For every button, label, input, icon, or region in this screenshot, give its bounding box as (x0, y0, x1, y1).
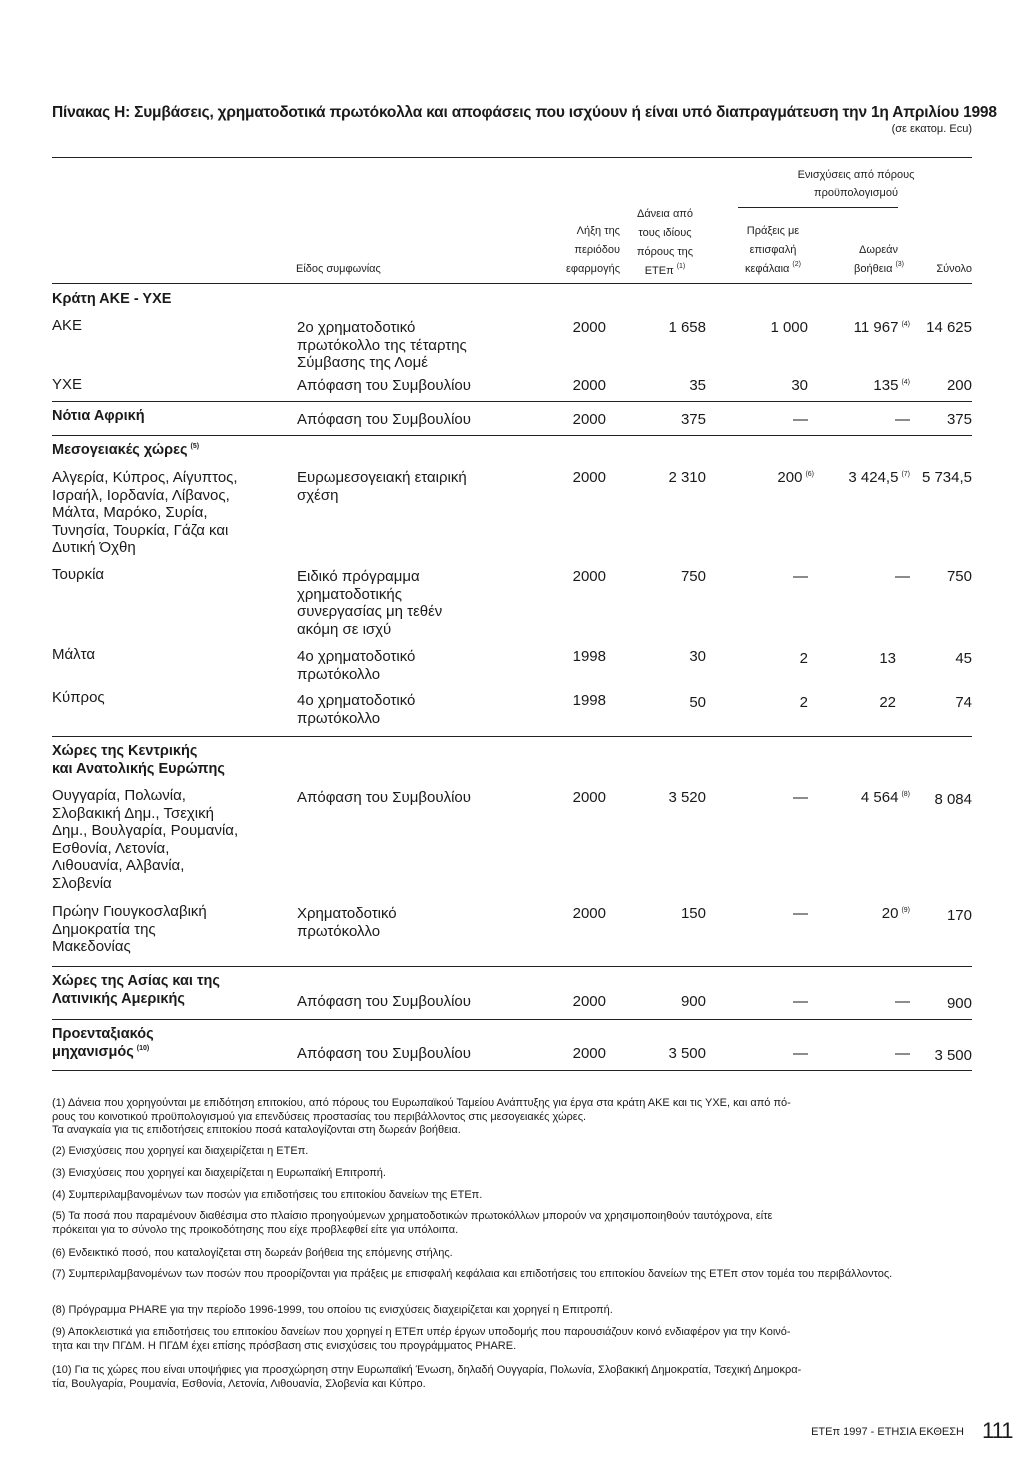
row-turkey-loans: 750 (680, 568, 706, 585)
row-oct-risk: 30 (791, 377, 808, 394)
row-cee-type: Απόφαση του Συμβουλίου (297, 789, 471, 806)
row-ala-loans: 900 (680, 993, 706, 1010)
section-rule (52, 401, 972, 402)
header-group-line1: Ενισχύσεις από πόρους (797, 169, 915, 181)
row-fyrom-country: Πρώην Γιουγκοσλαβική Δημοκρατία της Μακεδονίας (52, 903, 207, 955)
row-med-grant: 3 424,5 $^{(7)}$ (848, 469, 910, 486)
footnote-7: (7) Συμπεριλαμβανομένων των ποσών που προορίζονται για πράξεις με επισφαλή κεφάλαια και επιδοτήσεις του επιτοκίου δανείων της ΕΤΕπ στον τομέα του περιβάλλοντος. (52, 1268, 893, 1280)
page-footer: ΕΤΕπ 1997 - ΕΤΗΣΙΑ ΕΚΘΕΣΗ (811, 1426, 964, 1438)
header-type: Είδος συμφωνίας (296, 263, 381, 275)
row-fyrom-total: 170 (946, 907, 972, 924)
row-cee-year: 2000 (572, 789, 606, 806)
footnote-6: (6) Ενδεικτικό ποσό, που καταλογίζεται στη δωρεάν βοήθεια της επόμενης στήλης. (52, 1247, 453, 1259)
row-acp-type: 2ο χρηματοδοτικό πρωτόκολλο της τέταρτης Σύμβασης της Λομέ (297, 319, 467, 371)
unit-note: (σε εκατομ. Ecu) (891, 123, 972, 135)
row-cee-total: 8 084 (934, 791, 972, 808)
row-ala-grant: — (895, 993, 910, 1010)
page-number: 111 (982, 1418, 1013, 1443)
row-pre-total: 3 500 (934, 1047, 972, 1064)
row-acp-loans: 1 658 (668, 319, 706, 336)
row-malta-grant: 13 (879, 650, 896, 667)
row-turkey-type: Ειδικό πρόγραμμα χρηματοδοτικής συνεργασίας μη τεθέν ακόμη σε ισχύ (297, 568, 443, 638)
table-bottom-rule (52, 1070, 972, 1071)
section-pre-accession: Προενταξιακός μηχανισμός $^{(10)}$ (52, 1026, 154, 1060)
row-malta-loans: 30 (689, 648, 706, 665)
row-oct-type: Απόφαση του Συμβουλίου (297, 377, 471, 394)
row-oct-loans: 35 (689, 377, 706, 394)
row-med-risk: 200 $^{(6)}$ (777, 469, 814, 486)
section-rule (52, 966, 972, 967)
header-grant: Δωρεάν βοήθεια $^{(3)}$ (854, 244, 904, 275)
row-fyrom-year: 2000 (572, 905, 606, 922)
row-sa-type: Απόφαση του Συμβουλίου (297, 411, 471, 428)
row-cee-grant: 4 564 $^{(8)}$ (860, 789, 910, 806)
row-acp-year: 2000 (572, 319, 606, 336)
row-oct-total: 200 (946, 377, 972, 394)
section-rule (52, 736, 972, 737)
row-cyprus-grant: 22 (879, 694, 896, 711)
row-sa-risk: — (793, 411, 808, 428)
row-acp-country: ΑΚΕ (52, 317, 83, 334)
row-cyprus-total: 74 (955, 694, 972, 711)
row-cee-loans: 3 520 (668, 789, 706, 806)
row-malta-year: 1998 (572, 648, 606, 665)
header-expiry: Λήξη της περιόδου εφαρμογής (565, 225, 620, 275)
section-asia-latam: Χώρες της Ασίας και της Λατινικής Αμερικής (52, 973, 220, 1007)
footnote-10: (10) Για τις χώρες που είναι υποψήφιες για προσχώρηση στην Ευρωπαϊκή Ένωση, δηλαδή Ουγγαρία, Πολωνία, Σλοβακική Δημοκρατία, Τσεχική Δημοκρα- τία, Βουλγαρία, Ρουμανία, Εσθονία, Λετονία, Λιθουανία, Σλοβενία και Κύπρο. (52, 1364, 802, 1390)
row-oct-year: 2000 (572, 377, 606, 394)
header-group-rule (738, 207, 898, 208)
row-pre-type: Απόφαση του Συμβουλίου (297, 1045, 471, 1062)
row-sa-loans: 375 (680, 411, 706, 428)
header-group-line2: προϋπολογισμού (814, 187, 898, 199)
footnote-2: (2) Ενισχύσεις που χορηγεί και διαχειρίζεται η ΕΤΕπ. (52, 1145, 309, 1157)
header-rule (52, 283, 972, 284)
row-fyrom-grant: 20 $^{(9)}$ (881, 905, 910, 922)
row-pre-loans: 3 500 (668, 1045, 706, 1062)
section-rule (52, 435, 972, 436)
row-malta-risk: 2 (799, 650, 808, 667)
row-cyprus-type: 4ο χρηματοδοτικό πρωτόκολλο (297, 692, 416, 727)
table-title: Πίνακας Η: Συμβάσεις, χρηματοδοτικά πρωτόκολλα και αποφάσεις που ισχύουν ή είναι υπό διαπραγμάτευση την 1η Απριλίου 1998 (52, 104, 997, 121)
row-sa-total: 375 (946, 411, 972, 428)
row-cyprus-year: 1998 (572, 692, 606, 709)
header-loans: Δάνεια από τους ιδίους πόρους της ΕΤΕπ $^{(1)}$ (636, 208, 694, 277)
row-turkey-total: 750 (946, 568, 972, 585)
row-pre-grant: — (895, 1045, 910, 1062)
row-med-type: Ευρωμεσογειακή εταιρική σχέση (297, 469, 467, 504)
footnote-5: (5) Τα ποσά που παραμένουν διαθέσιμα στο πλαίσιο προηγούμενων χρηματοδοτικών πρωτοκόλλων μπορούν να χρησιμοποιηθούν ταυτόχρονα, είτε πρόκειται για το σύνολο της προικοδότησης που είχε προβλεφθεί είτε για υπόλοιπα. (52, 1210, 773, 1236)
section-mediterranean: Μεσογειακές χώρες $^{(5)}$ (52, 442, 200, 458)
row-med-loans: 2 310 (668, 469, 706, 486)
row-turkey-risk: — (793, 568, 808, 585)
row-acp-grant: 11 967 $^{(4)}$ (853, 319, 910, 336)
header-total: Σύνολο (936, 263, 972, 275)
row-turkey-country: Τουρκία (52, 566, 105, 583)
row-cyprus-loans: 50 (689, 694, 706, 711)
header-group (740, 168, 972, 201)
row-acp-risk: 1 000 (770, 319, 808, 336)
row-ala-risk: — (793, 993, 808, 1010)
row-pre-year: 2000 (572, 1045, 606, 1062)
row-sa-grant: — (895, 411, 910, 428)
row-cyprus-country: Κύπρος (52, 689, 105, 706)
top-rule (52, 157, 972, 158)
footnote-9: (9) Αποκλειστικά για επιδοτήσεις του επιτοκίου δανείων που χορηγεί η ΕΤΕπ υπέρ έργων υποδομής που παρουσιάζουν κοινό ενδιαφέρον για την Κοινό- τητα και την ΠΓΔΜ. Η ΠΓΔΜ έχει επίσης πρόσβαση στις ενισχύσεις του προγράμματος PHARE. (52, 1326, 791, 1352)
row-ala-year: 2000 (572, 993, 606, 1010)
row-cyprus-risk: 2 (799, 694, 808, 711)
row-fyrom-type: Χρηματοδοτικό πρωτόκολλο (297, 905, 397, 940)
footnote-3: (3) Ενισχύσεις που χορηγεί και διαχειρίζεται η Ευρωπαϊκή Επιτροπή. (52, 1167, 386, 1179)
row-ala-total: 900 (946, 995, 972, 1012)
row-cee-risk: — (793, 789, 808, 806)
footnote-4: (4) Συμπεριλαμβανομένων των ποσών για επιδοτήσεις του επιτοκίου δανείων της ΕΤΕπ. (52, 1189, 483, 1201)
section-south-africa: Νότια Αφρική (52, 408, 145, 424)
footnote-8: (8) Πρόγραμμα PHARE για την περίοδο 1996-1999, του οποίου τις ενισχύσεις διαχειρίζεται και χορηγεί η Επιτροπή. (52, 1304, 613, 1316)
row-ala-type: Απόφαση του Συμβουλίου (297, 993, 471, 1010)
section-cee: Χώρες της Κεντρικής και Ανατολικής Ευρώπης (52, 743, 225, 777)
header-risk-capital: Πράξεις με επισφαλή κεφάλαια $^{(2)}$ (745, 225, 801, 275)
row-sa-year: 2000 (572, 411, 606, 428)
row-oct-grant: 135 $^{(4)}$ (873, 377, 910, 394)
row-malta-total: 45 (955, 650, 972, 667)
row-med-total: 5 734,5 (921, 469, 972, 486)
row-pre-risk: — (793, 1045, 808, 1062)
row-acp-total: 14 625 (926, 319, 972, 336)
row-fyrom-loans: 150 (680, 905, 706, 922)
row-malta-type: 4ο χρηματοδοτικό πρωτόκολλο (297, 648, 416, 683)
row-med-countries: Αλγερία, Κύπρος, Αίγυπτος, Ισραήλ, Ιορδανία, Λίβανος, Μάλτα, Μαρόκο, Συρία, Τυνησία, Τουρκία, Γάζα και Δυτική Όχθη (52, 469, 238, 556)
section-acp-oct: Κράτη ΑΚΕ - ΥΧΕ (52, 291, 172, 307)
row-fyrom-risk: — (793, 905, 808, 922)
row-med-year: 2000 (572, 469, 606, 486)
row-cee-countries: Ουγγαρία, Πολωνία, Σλοβακική Δημ., Τσεχική Δημ., Βουλγαρία, Ρουμανία, Εσθονία, Λετονία, Λιθουανία, Αλβανία, Σλοβενία (52, 787, 239, 892)
section-rule (52, 1019, 972, 1020)
footnote-1: (1) Δάνεια που χορηγούνται με επιδότηση επιτοκίου, από πόρους του Ευρωπαϊκού Ταμείου Ανάπτυξης για έργα στα κράτη ΑΚΕ και τις ΥΧΕ, και από πό- ρους του κοινοτικού προϋπολογισμού για επενδύσεις προστασίας του περιβάλλοντος στις μεσογειακές χώρες. Τα αναγκαία για τις επιδοτήσεις επιτοκίου ποσά καταλογίζονται στη δωρεάν βοήθεια. (52, 1097, 791, 1136)
row-oct-country: ΥΧΕ (52, 376, 83, 393)
row-turkey-year: 2000 (572, 568, 606, 585)
row-turkey-grant: — (895, 568, 910, 585)
row-malta-country: Μάλτα (52, 646, 96, 663)
